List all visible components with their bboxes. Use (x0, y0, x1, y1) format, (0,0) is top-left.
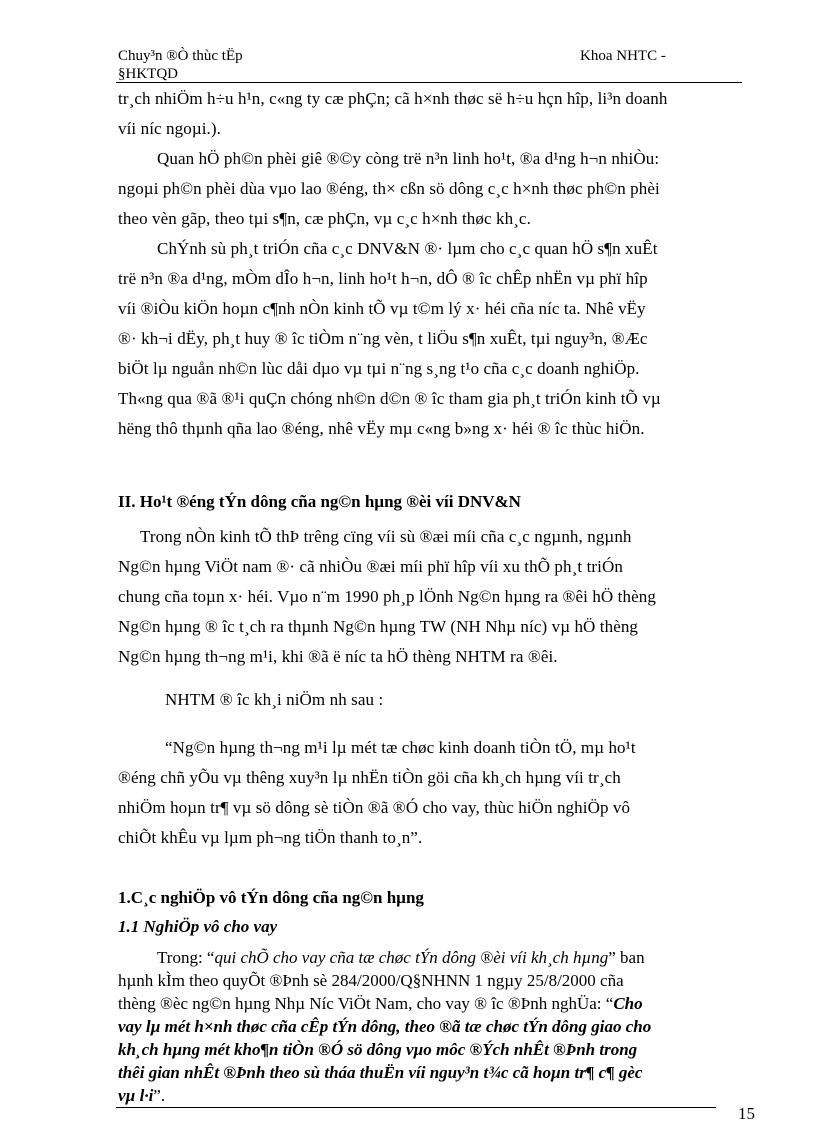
paragraph-6-line-2: hµnh kÌm theo quyÕt ®Þnh sè 284/2000/Q§NHNN 1 ngµy 25/8/2000 cña (118, 971, 624, 990)
header-university: §HKTQD (118, 66, 178, 82)
paragraph-2-line-7: hëng thô thµnh qña lao ®éng, nhê vËy mµ c«ng b»ng x· héi ® îc thùc hiÖn. (118, 419, 645, 438)
paragraph-1-line-2: ngoµi ph©n phèi dùa vµo lao ®éng, th× cßn sö dông c¸c h×nh thøc ph©n phèi (118, 179, 660, 198)
paragraph-2-line-1: ChÝnh sù ph¸t triÓn cña c¸c DNV&N ®· lµm cho c¸c quan hÖ s¶n xuÊt (157, 239, 658, 258)
subsection-1-1-heading: 1.1 NghiÖp vô cho vay (118, 917, 278, 936)
paragraph-6-line-5: kh¸ch hµng mét kho¶n tiÒn ®Ó sö dông vµo môc ®Ých nhÊt ®Þnh trong (118, 1040, 638, 1059)
section-2-heading: II. Ho¹t ®éng tÝn dông cña ng©n hµng ®èi víi DNV&N (118, 492, 521, 511)
definition-start: Cho (613, 994, 643, 1013)
paragraph-2-line-4: ®· kh¬i dËy, ph¸t huy ® îc tiÒm n¨ng vèn, t liÖu s¶n xuÊt, tµi nguy³n, ®Æc (118, 329, 648, 348)
paragraph-6-line-6: thêi gian nhÊt ®Þnh theo sù tháa thuËn víi nguy³n t¾c cã hoµn tr¶ c¶ gèc (118, 1063, 643, 1082)
paragraph-3-line-3: chung cña toµn x· héi. Vµo n¨m 1990 ph¸p lÖnh Ng©n hµng ra ®êi hÖ thèng (118, 587, 656, 606)
regulation-title: qui chÕ cho vay cña tæ chøc tÝn dông ®èi víi kh¸ch hµng (214, 948, 609, 967)
header-divider (116, 82, 742, 83)
paragraph-1-line-1: Quan hÖ ph©n phèi giê ®©y còng trë n³n linh ho¹t, ®a d¹ng h¬n nhiÒu: (157, 149, 660, 168)
paragraph-3-line-4: Ng©n hµng ® îc t¸ch ra thµnh Ng©n hµng TW (NH Nhµ níc) vµ hÖ thèng (118, 617, 639, 636)
paragraph-6-line-1-c: ” ban (608, 948, 645, 967)
paragraph-5-line-1: “Ng©n hµng th¬ng m¹i lµ mét tæ chøc kinh doanh tiÒn tÖ, mµ ho¹t (165, 738, 636, 757)
paragraph-5-line-2: ®éng chñ yÕu vµ thêng xuy³n lµ nhËn tiÒn göi cña kh¸ch hµng víi tr¸ch (118, 768, 621, 787)
header-department: Khoa NHTC - (580, 48, 666, 64)
paragraph-5-line-4: chiÕt khÊu vµ lµm ph¬ng tiÖn thanh to¸n”. (118, 828, 423, 847)
header-title: Chuy³n ®Ò thùc tËp (118, 48, 243, 64)
paragraph-4: NHTM ® îc kh¸i niÖm nh sau : (165, 690, 384, 709)
paragraph-2-line-5: biÖt lµ nguån nh©n lùc dåi dµo vµ tµi n¨ng s¸ng t¹o cña c¸c doanh nghiÖp. (118, 359, 640, 378)
paragraph-2-line-2: trë n³n ®a d¹ng, mÒm dÎo h¬n, linh ho¹t h¬n, dÔ ® îc chÊp nhËn vµ phï hîp (118, 269, 648, 288)
footer-divider (116, 1107, 716, 1108)
paragraph-3-line-5: Ng©n hµng th¬ng m¹i, khi ®ã ë níc ta hÖ thèng NHTM ra ®êi. (118, 647, 558, 666)
paragraph-6-line-4: vay lµ mét h×nh thøc cña cÊp tÝn dông, theo ®ã tæ chøc tÝn dông giao cho (118, 1017, 652, 1036)
paragraph-6-line-3 (118, 992, 643, 1015)
paragraph-0-line-2: víi níc ngoµi.). (118, 119, 221, 138)
paragraph-3-line-1: Trong nÒn kinh tÕ thÞ trêng cïng víi sù ®æi míi cña c¸c ngµnh, ngµnh (140, 527, 632, 546)
paragraph-6-line-1-a: Trong: “ (157, 948, 215, 967)
section-1-heading: 1.C¸c nghiÖp vô tÝn dông cña ng©n hµng (118, 888, 424, 907)
paragraph-5-line-3: nhiÖm hoµn tr¶ vµ sö dông sè tiÒn ®ã ®Ó cho vay, thùc hiÖn nghiÖp vô (118, 798, 631, 817)
paragraph-6-line-7 (118, 1084, 165, 1107)
paragraph-6-line-1 (157, 946, 645, 969)
closing-quote: ”. (153, 1086, 166, 1105)
paragraph-2-line-6: Th«ng qua ®ã ®¹i quÇn chóng nh©n d©n ® îc tham gia ph¸t triÓn kinh tÕ vµ (118, 389, 661, 408)
page-number: 15 (738, 1104, 755, 1123)
paragraph-0-line-1: tr¸ch nhiÖm h÷u h¹n, c«ng ty cæ phÇn; cã h×nh thøc së h÷u hçn hîp, li³n doanh (118, 89, 668, 108)
paragraph-6-line-3-a: thèng ®èc ng©n hµng Nhµ Níc ViÖt Nam, cho vay ® îc ®Þnh nghÜa: “ (118, 994, 614, 1013)
paragraph-2-line-3: víi ®iÒu kiÖn hoµn c¶nh nÒn kinh tÕ vµ t©m lý x· héi cña níc ta. Nhê vËy (118, 299, 646, 318)
paragraph-3-line-2: Ng©n hµng ViÖt nam ®· cã nhiÒu ®æi míi phï hîp víi xu thÕ ph¸t triÓn (118, 557, 623, 576)
paragraph-1-line-3: theo vèn gãp, theo tµi s¶n, cæ phÇn, vµ c¸c h×nh thøc kh¸c. (118, 209, 531, 228)
definition-end: vµ l·i (118, 1086, 154, 1105)
